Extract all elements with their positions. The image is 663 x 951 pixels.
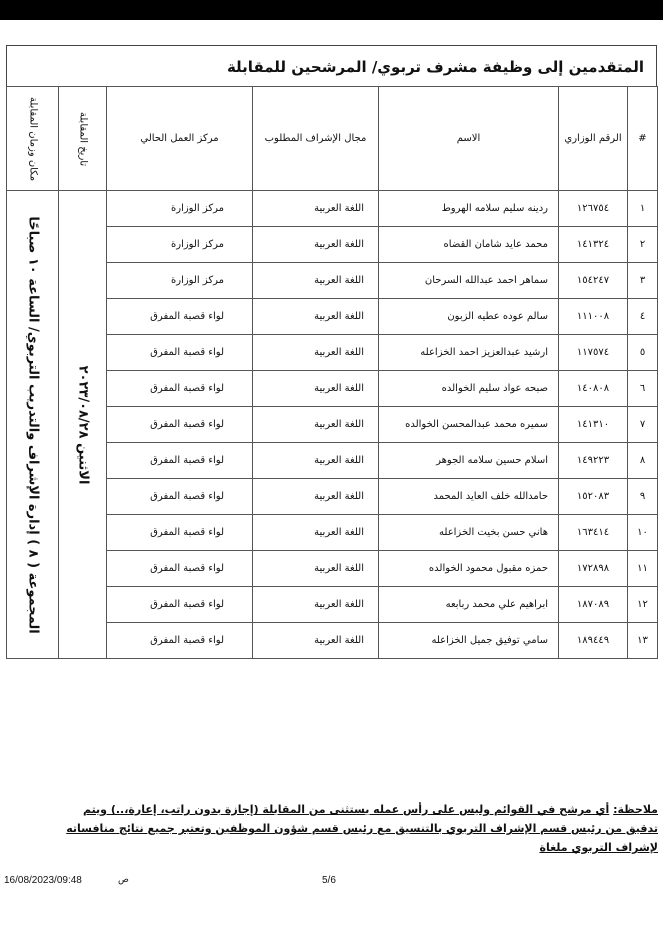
row-work: لواء قصبة المفرق	[107, 443, 253, 479]
row-work: لواء قصبة المفرق	[107, 299, 253, 335]
row-name: سميره محمد عبدالمحسن الخوالده	[379, 407, 559, 443]
row-field: اللغة العربية	[253, 479, 379, 515]
row-id: ١٥٢٠٨٣	[559, 479, 628, 515]
row-work: لواء قصبة المفرق	[107, 587, 253, 623]
row-name: حمزه مقبول محمود الخوالده	[379, 551, 559, 587]
table-row	[7, 191, 658, 227]
header-place-text: مكان وزمان المقابلة	[27, 96, 38, 181]
page-title: المتقدمين إلى وظيفة مشرف تربوي/ المرشحين للمقابلة	[6, 45, 657, 87]
row-field: اللغة العربية	[253, 515, 379, 551]
row-work: لواء قصبة المفرق	[107, 551, 253, 587]
header-work: مركز العمل الحالي	[107, 87, 253, 191]
merged-date-text: الاثنين ٢٠٢٣/٠٨/٢٨	[75, 365, 90, 484]
row-name: سماهر احمد عبدالله السرحان	[379, 263, 559, 299]
row-field: اللغة العربية	[253, 371, 379, 407]
row-id: ١٨٧٠٨٩	[559, 587, 628, 623]
header-date	[59, 87, 107, 191]
header-name: الاسم	[379, 87, 559, 191]
table-header-row	[7, 87, 658, 191]
note-line-2: تدقيق من رئيس قسم الإشراف التربوي بالتنسيق مع رئيس قسم شؤون الموظفين وتعتبر جميع نتائج منافساته	[66, 822, 658, 835]
row-field: اللغة العربية	[253, 227, 379, 263]
row-id: ١٦٣٤١٤	[559, 515, 628, 551]
row-num: ١٠	[628, 515, 658, 551]
note-line-3: لإشراف التربوي ملغاة	[539, 841, 658, 854]
table-body	[7, 191, 658, 659]
row-field: اللغة العربية	[253, 407, 379, 443]
row-name: هاني حسن بخيت الخزاعله	[379, 515, 559, 551]
row-field: اللغة العربية	[253, 587, 379, 623]
row-work: لواء قصبة المفرق	[107, 515, 253, 551]
row-id: ١٤١٣٢٤	[559, 227, 628, 263]
row-id: ١٥٤٢٤٧	[559, 263, 628, 299]
footer-page-number: 5/6	[322, 875, 336, 886]
merged-place-cell	[7, 191, 59, 659]
note-text-1: أي مرشح في القوائم وليس على رأس عمله يستثنى من المقابلة (إجازة بدون راتب، إعارة،..) ويتم	[82, 803, 610, 816]
row-name: ارشيد عبدالعزيز احمد الخزاعله	[379, 335, 559, 371]
row-num: ١١	[628, 551, 658, 587]
row-id: ١٧٢٨٩٨	[559, 551, 628, 587]
row-num: ٤	[628, 299, 658, 335]
merged-date-cell	[59, 191, 107, 659]
row-work: مركز الوزارة	[107, 227, 253, 263]
row-work: لواء قصبة المفرق	[107, 407, 253, 443]
row-id: ١٢٦٧٥٤	[559, 191, 628, 227]
row-field: اللغة العربية	[253, 263, 379, 299]
row-name: صبحه عواد سليم الخوالده	[379, 371, 559, 407]
row-name: ردينه سليم سلامه الهروط	[379, 191, 559, 227]
row-work: لواء قصبة المفرق	[107, 371, 253, 407]
header-date-text: تاريخ المقابلة	[77, 111, 88, 166]
row-num: ٥	[628, 335, 658, 371]
note-block	[18, 800, 658, 857]
header-place	[7, 87, 59, 191]
row-work: مركز الوزارة	[107, 191, 253, 227]
row-name: ابراهيم علي محمد ربابعه	[379, 587, 559, 623]
row-field: اللغة العربية	[253, 299, 379, 335]
row-field: اللغة العربية	[253, 443, 379, 479]
row-field: اللغة العربية	[253, 335, 379, 371]
row-id: ١٤٩٢٢٣	[559, 443, 628, 479]
row-num: ٣	[628, 263, 658, 299]
footer-ampm: ص	[118, 875, 129, 885]
row-num: ١	[628, 191, 658, 227]
header-num: #	[628, 87, 658, 191]
row-id: ١٤٠٨٠٨	[559, 371, 628, 407]
row-work: لواء قصبة المفرق	[107, 623, 253, 659]
row-field: اللغة العربية	[253, 191, 379, 227]
row-num: ١٢	[628, 587, 658, 623]
row-num: ٩	[628, 479, 658, 515]
note-line-1	[18, 800, 658, 819]
note-label: ملاحظة:	[613, 803, 658, 816]
row-num: ٧	[628, 407, 658, 443]
row-num: ٢	[628, 227, 658, 263]
merged-place-text: المجموعة ( ٨ ) إدارة الإشراف والتدريب التربوي/ الساعة ١٠ صباحًا	[25, 215, 40, 634]
row-num: ٦	[628, 371, 658, 407]
row-name: محمد عايد شامان القضاه	[379, 227, 559, 263]
row-name: سالم عوده عطيه الزبون	[379, 299, 559, 335]
row-id: ١٨٩٤٤٩	[559, 623, 628, 659]
header-field: مجال الإشراف المطلوب	[253, 87, 379, 191]
row-id: ١١١٠٠٨	[559, 299, 628, 335]
candidates-table	[6, 86, 658, 659]
row-id: ١١٧٥٧٤	[559, 335, 628, 371]
row-work: مركز الوزارة	[107, 263, 253, 299]
row-work: لواء قصبة المفرق	[107, 479, 253, 515]
row-field: اللغة العربية	[253, 623, 379, 659]
row-name: اسلام حسين سلامه الجوهر	[379, 443, 559, 479]
row-name: حامدالله خلف العايد المحمد	[379, 479, 559, 515]
row-num: ٨	[628, 443, 658, 479]
row-num: ١٣	[628, 623, 658, 659]
row-field: اللغة العربية	[253, 551, 379, 587]
row-work: لواء قصبة المفرق	[107, 335, 253, 371]
footer-timestamp: 16/08/2023/09:48	[4, 875, 82, 886]
row-id: ١٤١٣١٠	[559, 407, 628, 443]
row-name: سامي توفيق جميل الخزاعله	[379, 623, 559, 659]
top-black-bar	[0, 0, 663, 20]
header-id: الرقم الوزاري	[559, 87, 628, 191]
